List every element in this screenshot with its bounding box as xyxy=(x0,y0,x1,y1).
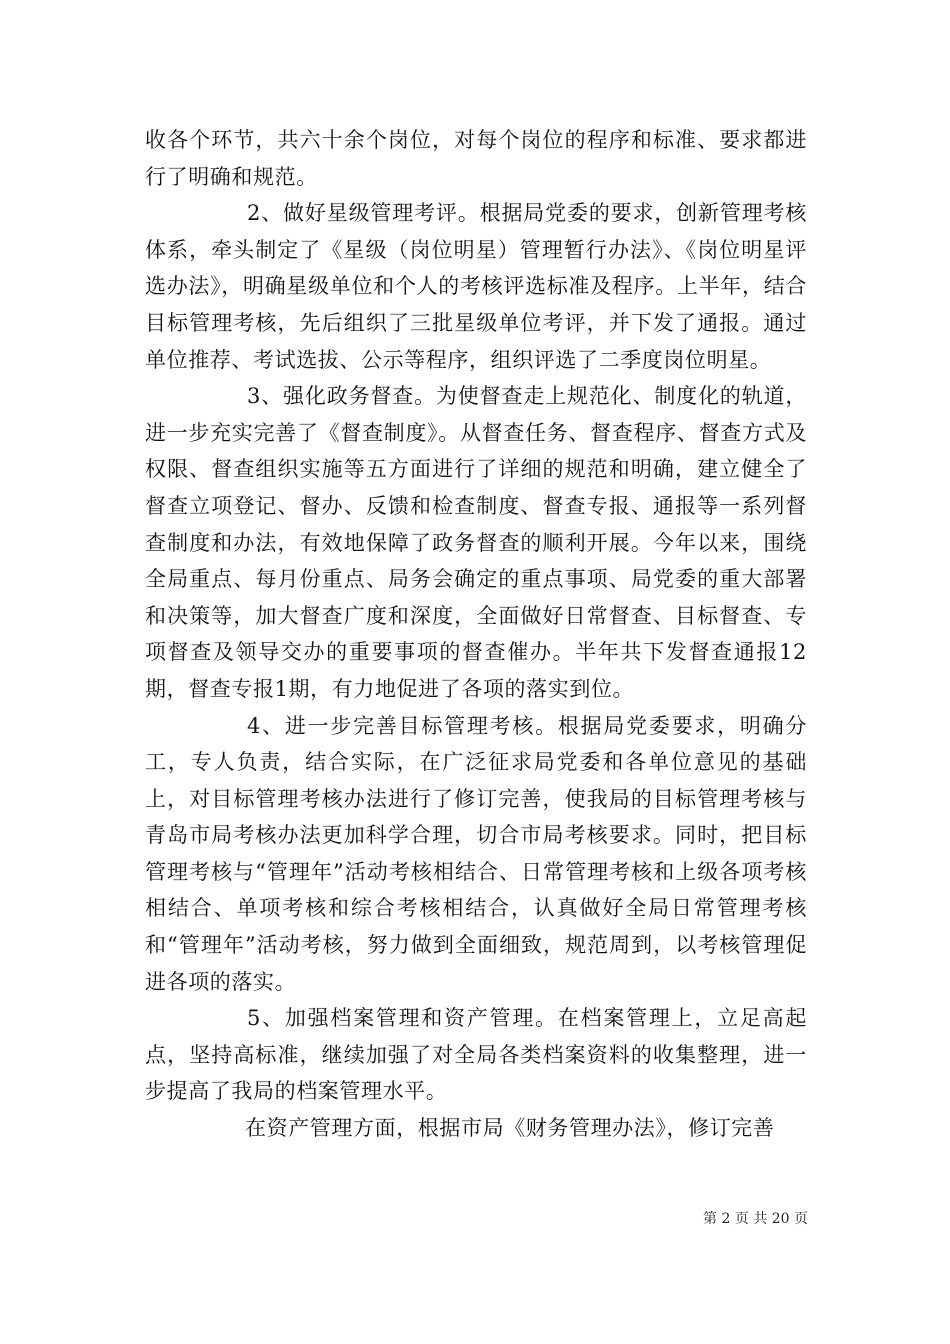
paragraph-item-3: 3、强化政务督查。为使督查走上规范化、制度化的轨道，进一步充实完善了《督查制度》。从督查任务、督查程序、督查方式及权限、督查组织实施等五方面进行了详细的规范和明确，建立健全了督查立项登记、督办、反馈和检查制度、督查专报、通报等一系列督查制度和办法，有效地保障了政务督查的顺利开展。今年以来，围绕全局重点、每月份重点、局务会确定的重点事项、局党委的重大部署和决策等，加大督查广度和深度，全面做好日常督查、目标督查、专项督查及领导交办的重要事项的督查催办。半年共下发督查通报12期，督查专报1期，有力地促进了各项的落实到位。 xyxy=(145,384,807,701)
paragraph-continuation: 收各个环节，共六十余个岗位，对每个岗位的程序和标准、要求都进行了明确和规范。 xyxy=(145,128,807,189)
paragraph-item-5: 5、加强档案管理和资产管理。在档案管理上，立足高起点，坚持高标准，继续加强了对全局各类档案资料的收集整理，进一步提高了我局的档案管理水平。 xyxy=(145,1006,807,1104)
document-body xyxy=(145,122,807,1147)
paragraph-item-4: 4、进一步完善目标管理考核。根据局党委要求，明确分工，专人负责，结合实际，在广泛征求局党委和各单位意见的基础上，对目标管理考核办法进行了修订完善，使我局的目标管理考核与青岛市局考核办法更加科学合理，切合市局考核要求。同时，把目标管理考核与“管理年”活动考核相结合、日常管理考核和上级各项考核相结合、单项考核和综合考核相结合，认真做好全局日常管理考核和“管理年”活动考核，努力做到全面细致，规范周到，以考核管理促进各项的落实。 xyxy=(145,713,807,994)
page-number-footer: 第 2 页 共 20 页 xyxy=(703,1211,808,1227)
paragraph-asset-management: 在资产管理方面，根据市局《财务管理办法》，修订完善 xyxy=(245,1116,775,1141)
paragraph-item-2: 2、做好星级管理考评。根据局党委的要求，创新管理考核体系，牵头制定了《星级（岗位明星）管理暂行办法》、《岗位明星评选办法》，明确星级单位和个人的考核评选标准及程序。上半年，结合目标管理考核，先后组织了三批星级单位考评，并下发了通报。通过单位推荐、考试选拔、公示等程序，组织评选了二季度岗位明星。 xyxy=(145,201,807,372)
